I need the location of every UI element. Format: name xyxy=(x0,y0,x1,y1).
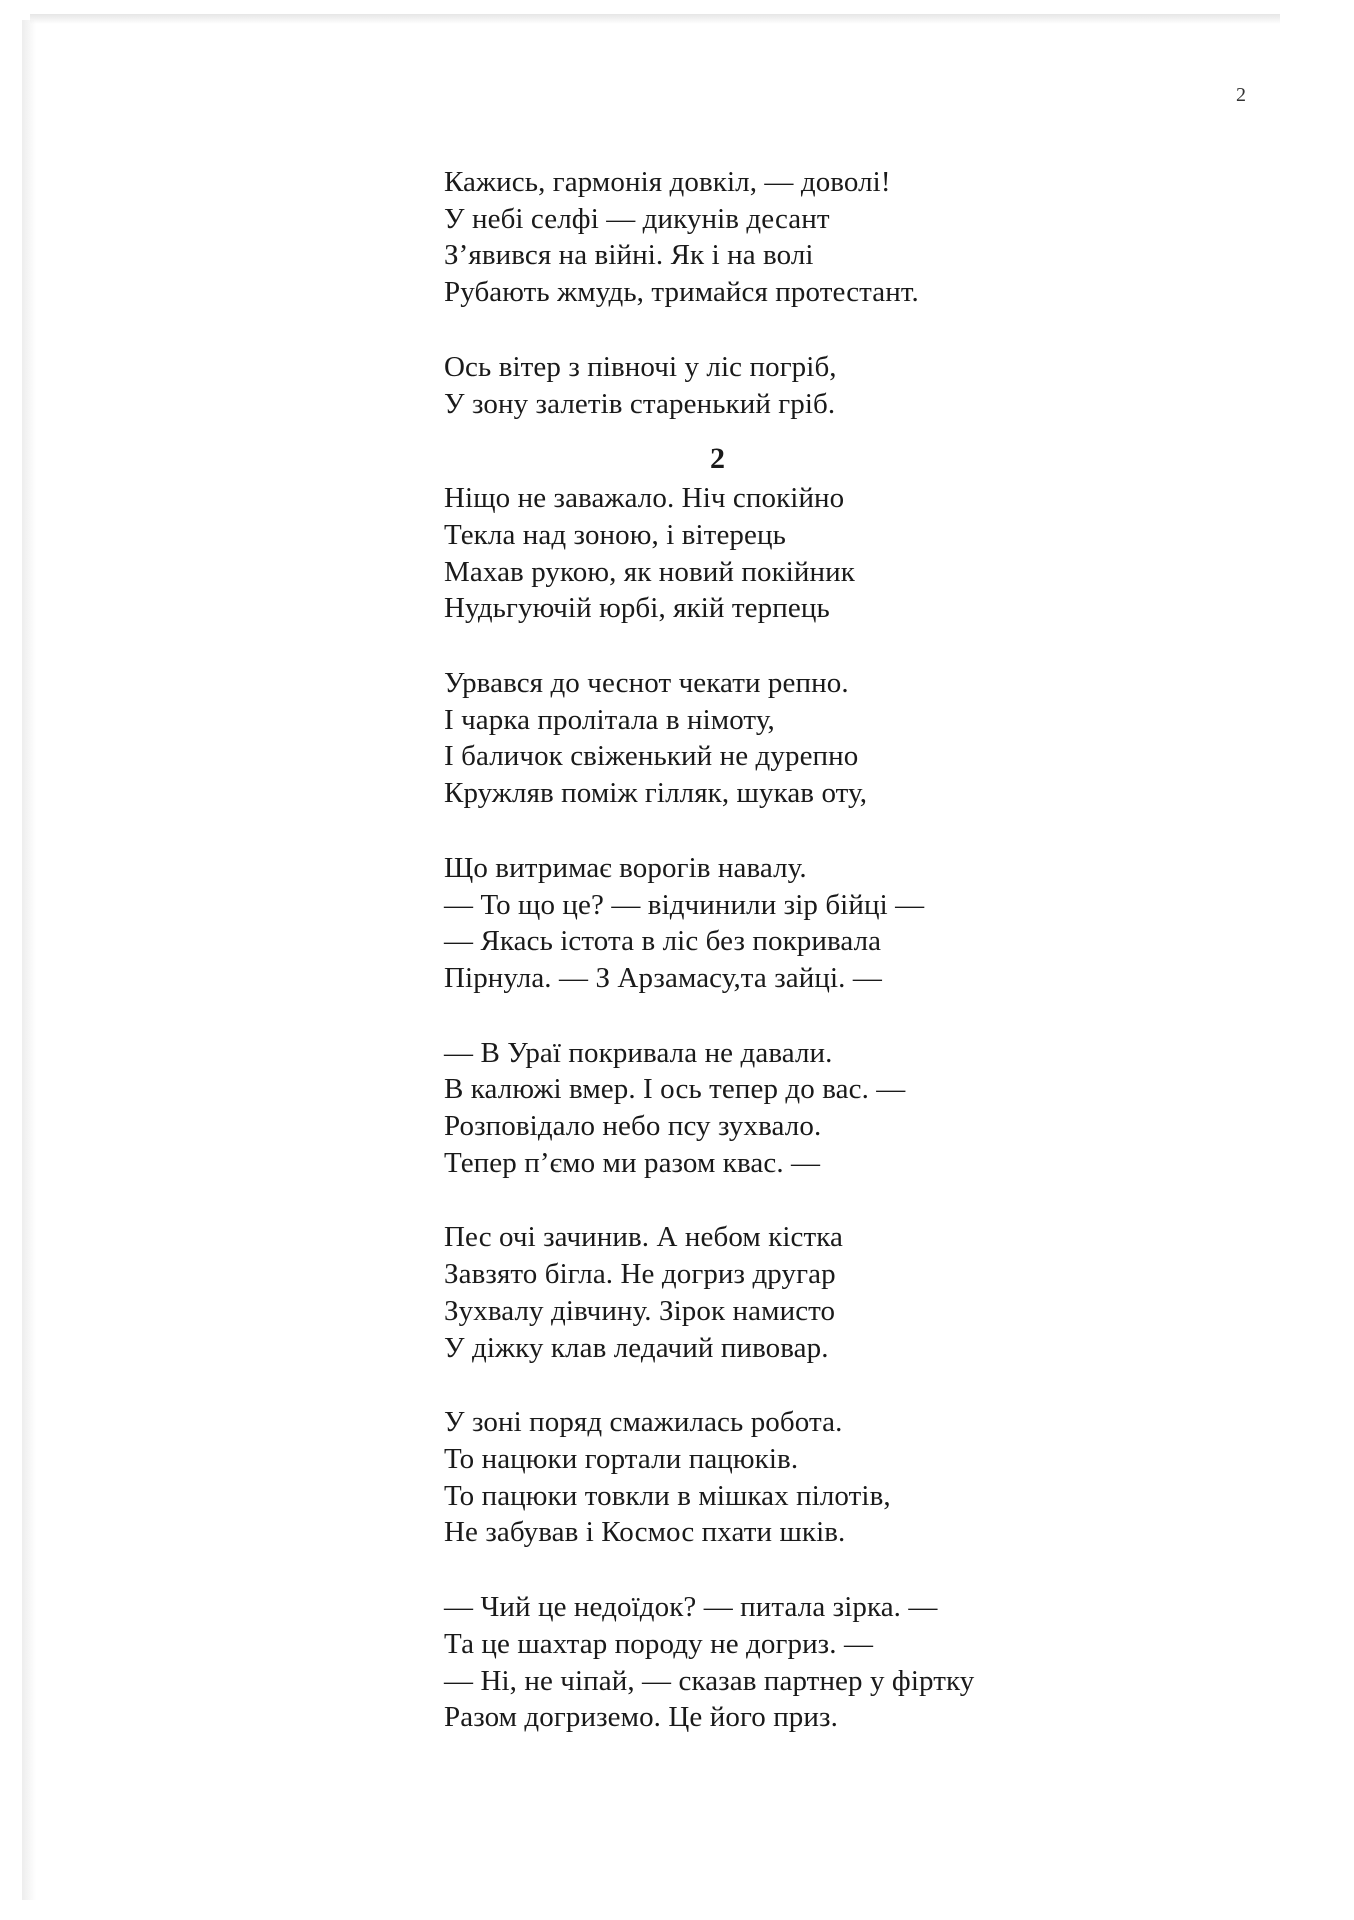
stanza xyxy=(444,665,1304,812)
poem-line: Ось вітер з півночі у ліс погріб, xyxy=(444,350,837,383)
stanza xyxy=(444,1404,1304,1551)
poem-line: Кажись, гармонія довкіл, — доволі! xyxy=(444,166,891,198)
poem-line: Зухвалу дівчину. Зірок намисто xyxy=(444,1294,836,1327)
stanza xyxy=(444,1035,1304,1182)
poem-line: Разом догриземо. Це його приз. xyxy=(444,1701,838,1734)
poem-line: У зону залетів старенький гріб. xyxy=(444,387,836,420)
poem-line: То пацюки товкли в мішках пілотів, xyxy=(444,1479,891,1512)
poem-line: У зоні поряд смажилась робота. xyxy=(444,1406,843,1439)
poem-line: Не забував і Космос пхати шків. xyxy=(444,1516,846,1549)
poem-line: Рубають жмудь, тримайся протестант. xyxy=(444,276,919,309)
poem xyxy=(444,164,1304,1774)
poem-line: — То що це? — відчинили зір бійці — xyxy=(444,888,925,921)
poem-line: — Якась істота в ліс без покривала xyxy=(444,925,882,958)
poem-line: — В Ураї покривала не давали. xyxy=(444,1036,833,1069)
poem-line: І баличок свіженький не дурепно xyxy=(444,740,859,773)
poem-line: Та це шахтар породу не догриз. — xyxy=(444,1627,874,1660)
stanza xyxy=(444,164,1304,311)
poem-line: У небі селфі — дикунів десант xyxy=(444,202,830,235)
poem-line: Урвався до чеснот чекати репно. xyxy=(444,667,849,700)
stanza xyxy=(444,1589,1304,1736)
poem-line: Пес очі зачинив. А небом кістка xyxy=(444,1221,844,1254)
poem-line: Завзято бігла. Не догриз другар xyxy=(444,1258,836,1291)
poem-line: — Ні, не чіпай, — сказав партнер у фіртку xyxy=(444,1664,975,1697)
poem-line: Нудьгуючій юрбі, якій терпець xyxy=(444,592,830,625)
section-number: 2 xyxy=(710,442,725,476)
scan-edge-left xyxy=(22,20,36,1900)
poem-line: Тепер п’ємо ми разом квас. — xyxy=(444,1146,821,1179)
stanza xyxy=(444,480,1304,627)
poem-line: Розповідало небо псу зухвало. xyxy=(444,1110,822,1143)
poem-line: З’явився на війні. Як і на волі xyxy=(444,239,814,272)
poem-line: — Чий це недоїдок? — питала зірка. — xyxy=(444,1591,938,1624)
stanza xyxy=(444,850,1304,997)
poem-line: У діжку клав ледачий пивовар. xyxy=(444,1331,829,1364)
poem-line: І чарка пролітала в німоту, xyxy=(444,703,775,736)
poem-line: Ніщо не заважало. Ніч спокійно xyxy=(444,482,845,515)
poem-line: Що витримає ворогів навалу. xyxy=(444,851,807,884)
poem-line: Махав рукою, як новий покійник xyxy=(444,555,855,588)
poem-line: Пірнула. — З Арзамасу,та зайці. — xyxy=(444,961,882,994)
scan-edge-top xyxy=(30,14,1280,24)
page-number: 2 xyxy=(1236,84,1246,106)
poem-line: Кружляв поміж гілляк, шукав оту, xyxy=(444,777,868,810)
stanza xyxy=(444,1219,1304,1366)
poem-line: Текла над зоною, і вітерець xyxy=(444,518,786,551)
poem-line: То нацюки гортали пацюків. xyxy=(444,1442,799,1475)
stanza xyxy=(444,349,1304,422)
poem-line: В калюжі вмер. І ось тепер до вас. — xyxy=(444,1073,906,1106)
